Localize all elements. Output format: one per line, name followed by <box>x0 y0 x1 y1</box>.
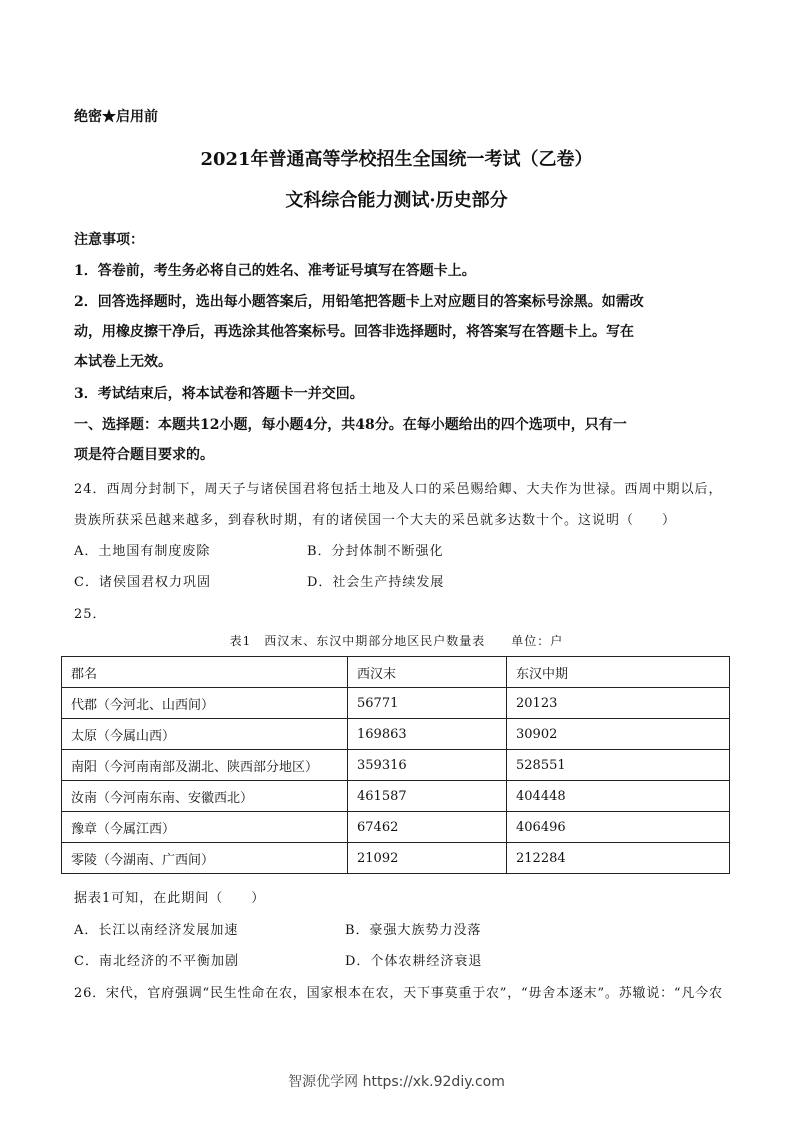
q24-option-c: C．诸侯国君权力巩固 <box>74 575 211 590</box>
footer-watermark: 智源优学网 https://xk.92diy.com <box>288 1074 505 1090</box>
table-cell: 67462 <box>348 812 507 843</box>
q25-option-d: D．个体农耕经济衰退 <box>345 954 483 969</box>
table-header-cell: 西汉末 <box>348 657 507 688</box>
q24-option-b: B．分封体制不断强化 <box>307 544 444 559</box>
table-row <box>62 688 730 719</box>
q25-option-a: A．长江以南经济发展加速 <box>74 923 239 938</box>
table-row <box>62 750 730 781</box>
note-2-line-1: 2．回答选择题时，选出每小题答案后，用铅笔把答题卡上对应题目的答案标号涂黑。如需改 <box>74 294 644 310</box>
table-cell: 56771 <box>348 688 507 719</box>
note-1: 1．答卷前，考生务必将自己的姓名、准考证号填写在答题卡上。 <box>74 263 476 279</box>
note-2-line-2: 动，用橡皮擦干净后，再选涂其他答案标号。回答非选择题时，将答案写在答题卡上。写在 <box>74 324 634 340</box>
exam-title: 2021年普通高等学校招生全国统一考试（乙卷） <box>200 149 593 170</box>
table-cell: 南阳（今河南南部及湖北、陕西部分地区） <box>62 750 348 781</box>
table-row <box>62 843 730 874</box>
table-cell: 212284 <box>507 843 730 874</box>
notes-heading: 注意事项： <box>74 232 144 248</box>
q25-option-b: B．豪强大族势力没落 <box>345 923 482 938</box>
population-table <box>61 656 730 874</box>
q24-stem-line-2: 贵族所获采邑越来越多，到春秋时期，有的诸侯国一个大夫的采邑就多达数十个。这说明（ ） <box>74 513 677 528</box>
table-cell: 406496 <box>507 812 730 843</box>
table-cell: 30902 <box>507 719 730 750</box>
q24-stem-line-1: 24．西周分封制下，周天子与诸侯国君将包括土地及人口的采邑赐给卿、大夫作为世禄。西周中期以后， <box>74 482 723 497</box>
q24-option-d: D．社会生产持续发展 <box>307 575 445 590</box>
q25-number: 25． <box>74 607 107 622</box>
table-cell: 20123 <box>507 688 730 719</box>
section-intro-line-1: 一、选择题：本题共12小题，每小题4分，共48分。在每小题给出的四个选项中，只有一 <box>74 417 627 433</box>
q25-option-c: C．南北经济的不平衡加剧 <box>74 954 239 969</box>
q26-stem-line-1: 26．宋代，官府强调“民生性命在农，国家根本在农，天下事莫重于农”，“毋舍本逐末”。苏辙说：“凡今农 <box>74 986 723 1001</box>
table-row <box>62 719 730 750</box>
table-cell: 太原（今属山西） <box>62 719 348 750</box>
table-cell: 404448 <box>507 781 730 812</box>
table-row <box>62 812 730 843</box>
q25-stem: 据表1可知，在此期间（ ） <box>74 891 266 906</box>
table-cell: 代郡（今河北、山西间） <box>62 688 348 719</box>
table-cell: 零陵（今湖南、广西间） <box>62 843 348 874</box>
table-cell: 169863 <box>348 719 507 750</box>
table-cell: 豫章（今属江西） <box>62 812 348 843</box>
section-intro-line-2: 项是符合题目要求的。 <box>74 447 214 463</box>
note-3: 3．考试结束后，将本试卷和答题卡一并交回。 <box>74 386 364 402</box>
q24-option-a: A．土地国有制度废除 <box>74 544 211 559</box>
table-cell: 汝南（今河南东南、安徽西北） <box>62 781 348 812</box>
exam-subtitle: 文科综合能力测试·历史部分 <box>285 190 508 211</box>
table-header-row <box>62 657 730 688</box>
table-cell: 359316 <box>348 750 507 781</box>
note-2-line-3: 本试卷上无效。 <box>74 354 172 370</box>
table-cell: 528551 <box>507 750 730 781</box>
table-cell: 21092 <box>348 843 507 874</box>
table-caption: 表1 西汉末、东汉中期部分地区民户数量表 单位：户 <box>229 634 564 648</box>
table-cell: 461587 <box>348 781 507 812</box>
table-header-cell: 东汉中期 <box>507 657 730 688</box>
table-row <box>62 781 730 812</box>
confidential-label: 绝密★启用前 <box>74 109 158 125</box>
table-header-cell: 郡名 <box>62 657 348 688</box>
